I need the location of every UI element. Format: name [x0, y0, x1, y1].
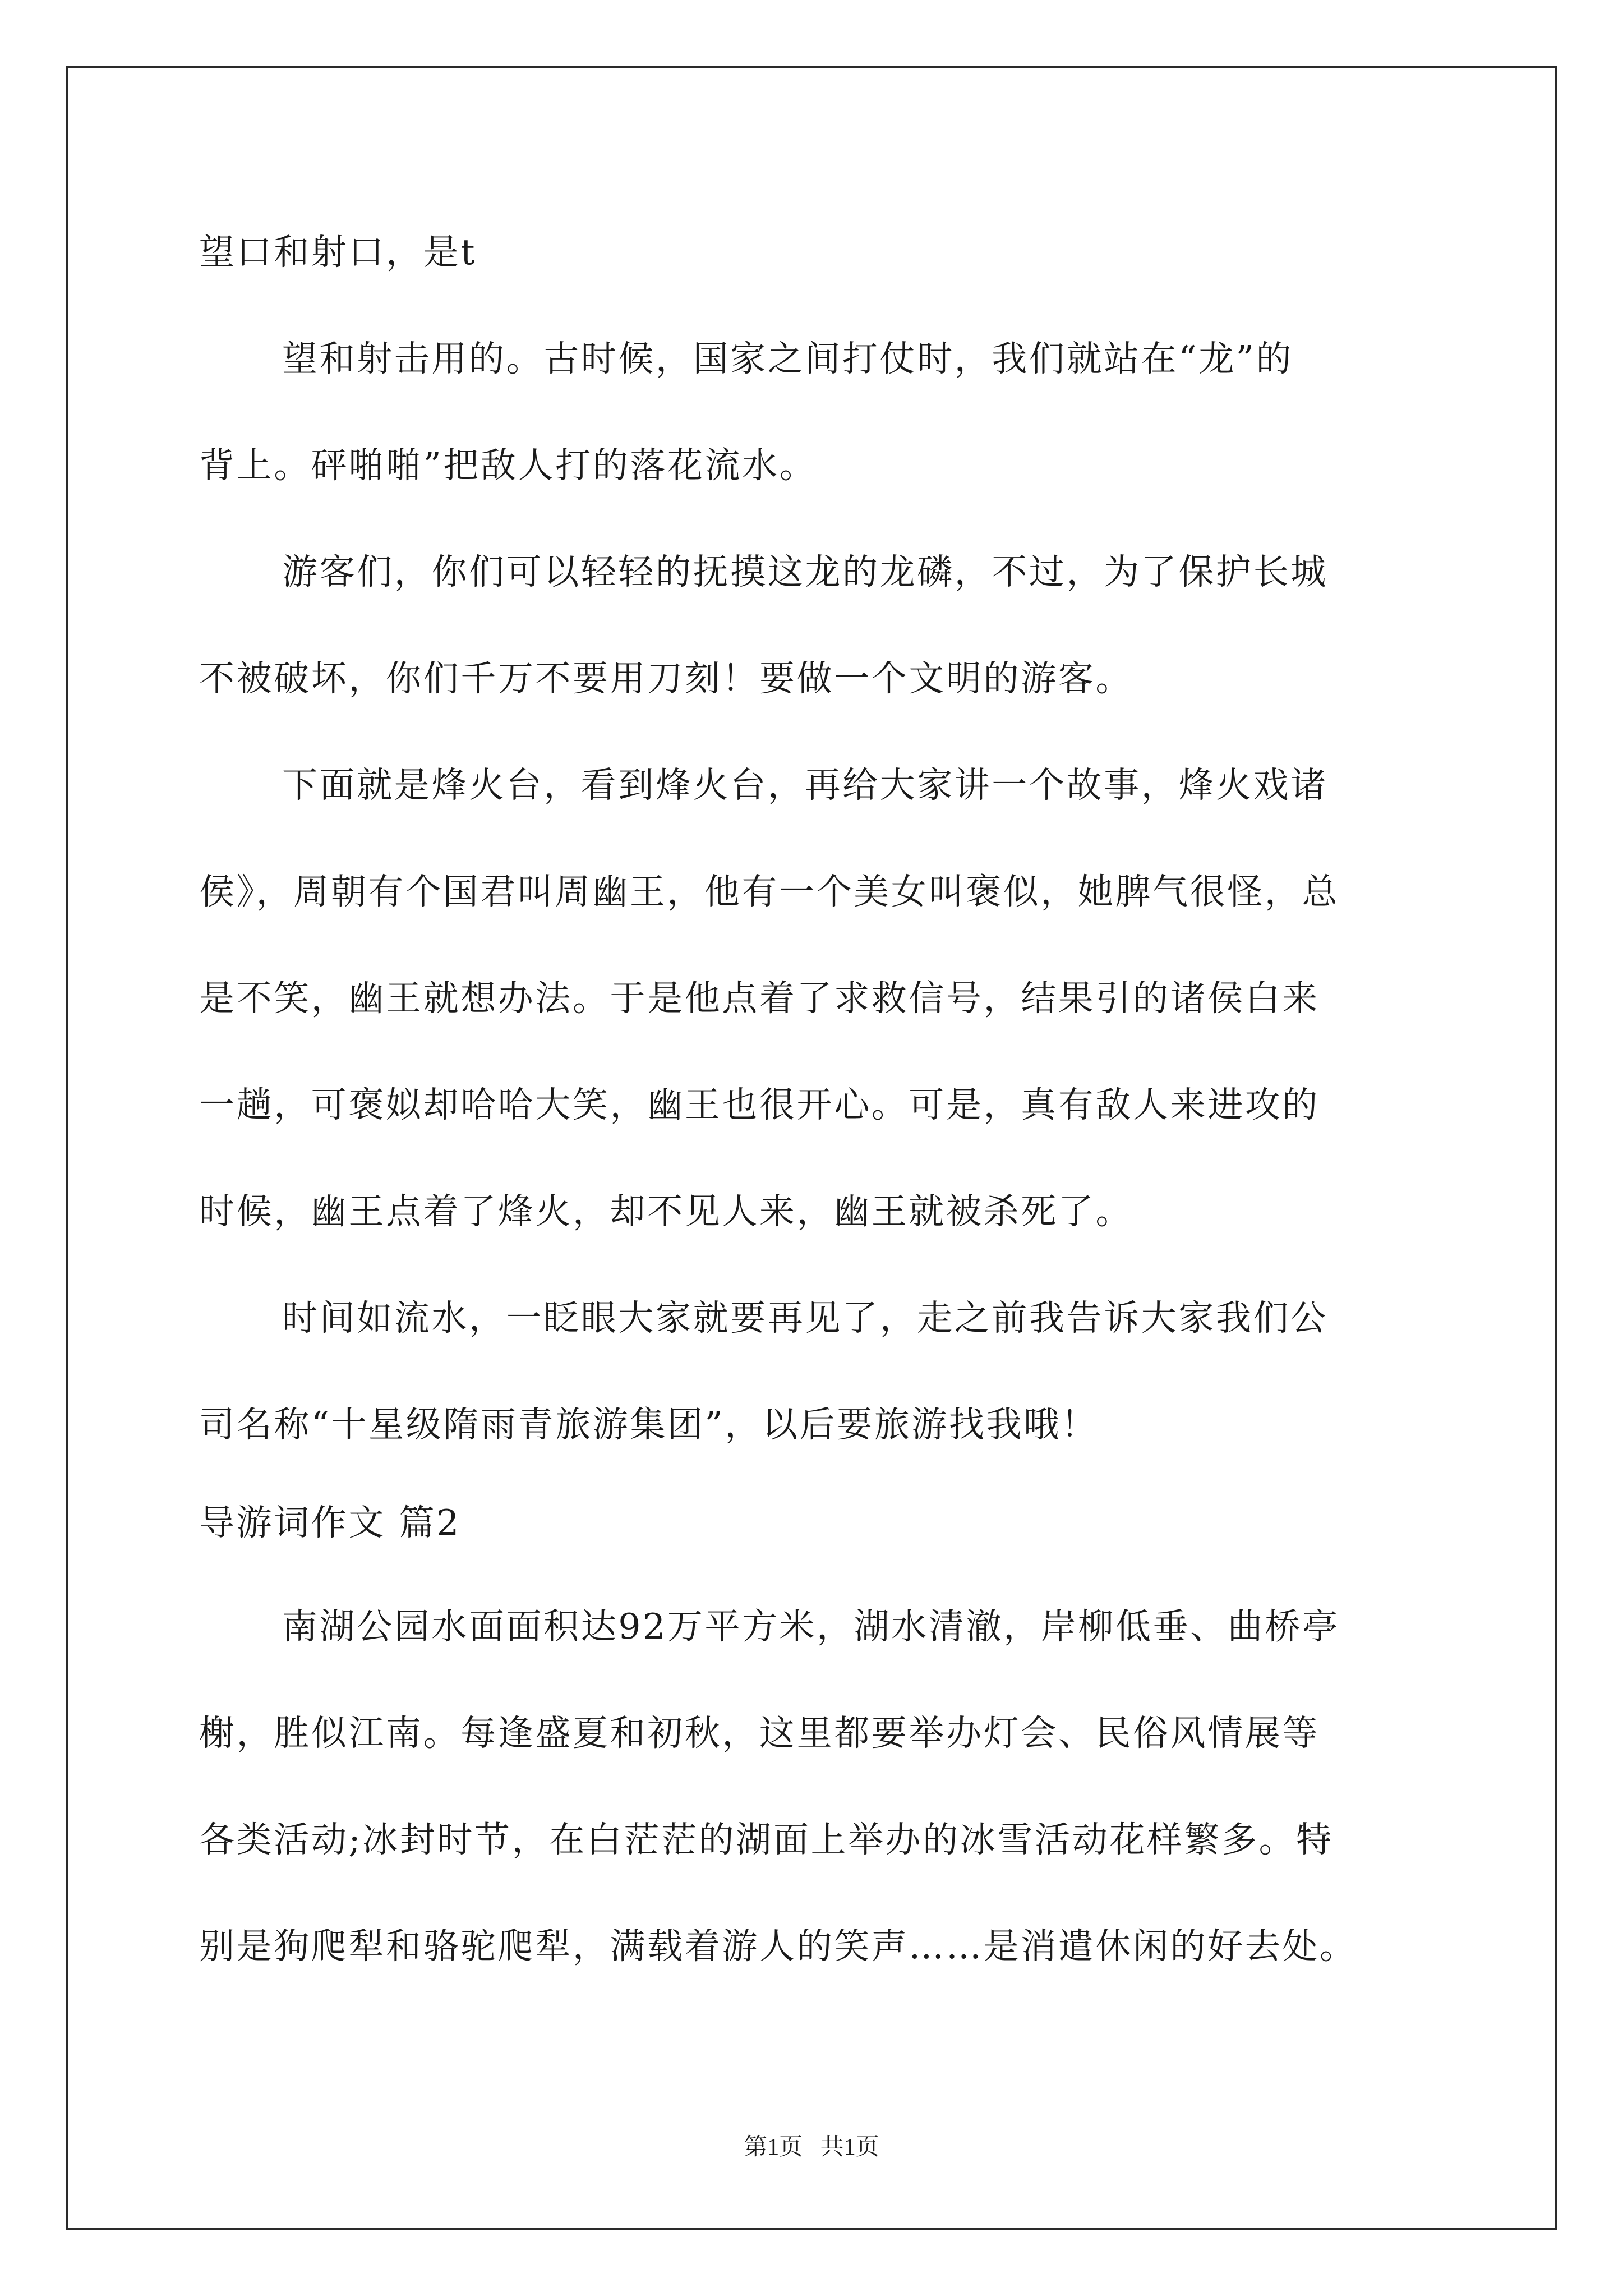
paragraph-line: 不被破坏，你们千万不要用刀刻！要做一个文明的游客。 [199, 658, 1133, 699]
paragraph-line: 下面就是烽火台，看到烽火台，再给大家讲一个故事，烽火戏诸 [282, 765, 1328, 806]
page-number: 第1页 共1页 [744, 2134, 879, 2160]
paragraph-line: 望和射击用的。古时候，国家之间打仗时，我们就站在“龙”的 [282, 338, 1294, 379]
section-heading: 导游词作文 篇2 [199, 1502, 461, 1543]
paragraph-line: 榭，胜似江南。每逢盛夏和初秋，这里都要举办灯会、民俗风情展等 [199, 1713, 1320, 1754]
paragraph-line: 时候，幽王点着了烽火，却不见人来，幽王就被杀死了。 [199, 1191, 1133, 1232]
paragraph-line: 游客们，你们可以轻轻的抚摸这龙的龙磷，不过，为了保护长城 [282, 551, 1328, 592]
text-line: 望口和射口，是t [199, 232, 477, 273]
paragraph-line: 别是狗爬犁和骆驼爬犁，满载着游人的笑声……是消遣休闲的好去处。 [199, 1926, 1357, 1967]
paragraph-line: 南湖公园水面面积达92万平方米，湖水清澈，岸柳低垂、曲桥亭 [282, 1606, 1340, 1647]
paragraph-line: 是不笑，幽王就想办法。于是他点着了求救信号，结果引的诸侯白来 [199, 978, 1320, 1019]
paragraph-line: 背上。砰啪啪”把敌人打的落花流水。 [199, 445, 817, 486]
paragraph-line: 一趟，可褒姒却哈哈大笑，幽王也很开心。可是，真有敌人来进攻的 [199, 1084, 1320, 1125]
paragraph-line: 侯》，周朝有个国君叫周幽王，他有一个美女叫褒似，她脾气很怪，总 [199, 871, 1340, 912]
paragraph-line: 时间如流水，一眨眼大家就要再见了，走之前我告诉大家我们公 [282, 1297, 1328, 1338]
page-border [66, 66, 1557, 2230]
paragraph-line: 司名称“十星级隋雨青旅游集团”，以后要旅游找我哦！ [199, 1404, 1099, 1445]
paragraph-line: 各类活动;冰封时节，在白茫茫的湖面上举办的冰雪活动花样繁多。特 [199, 1819, 1334, 1860]
